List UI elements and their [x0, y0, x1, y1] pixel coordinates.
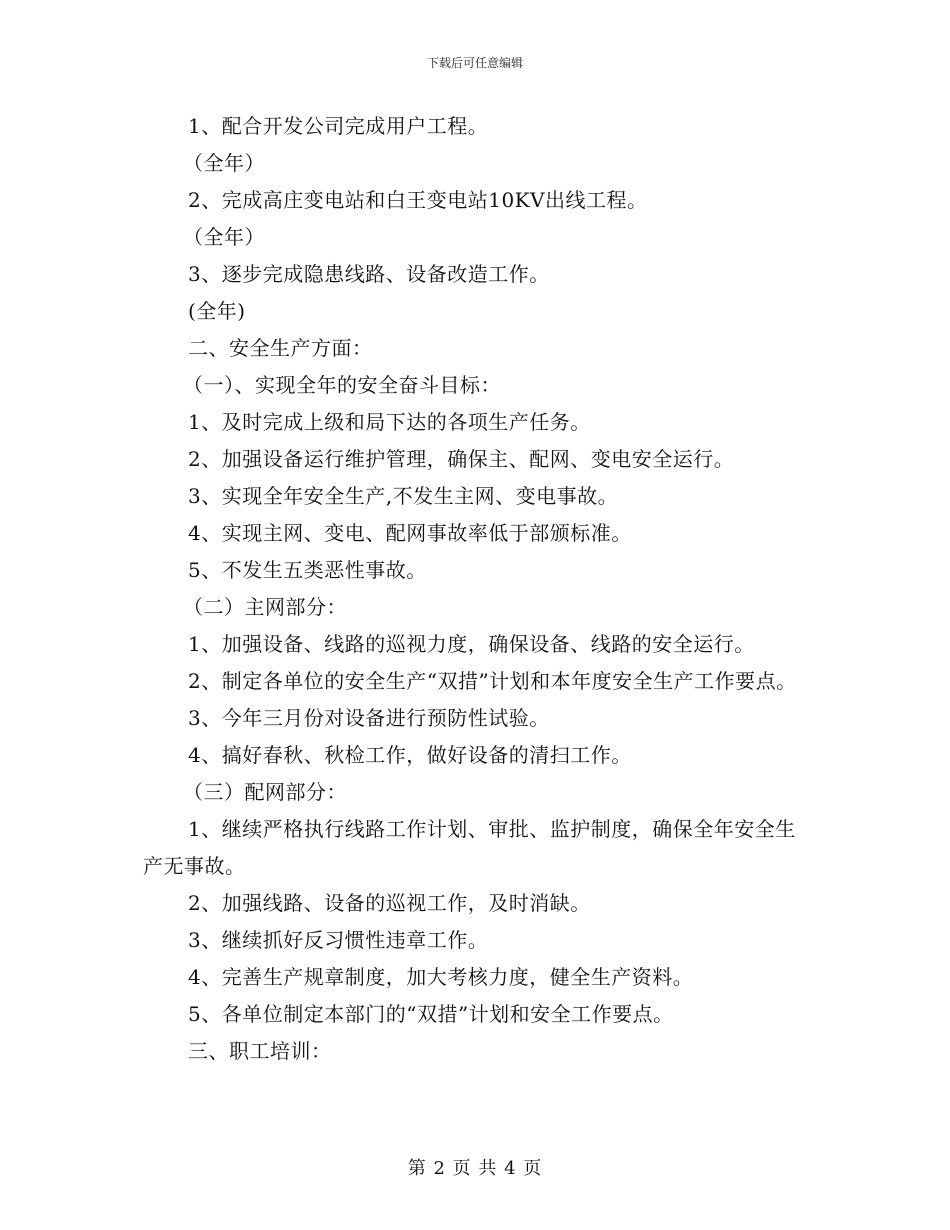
paragraph: 1、加强设备、线路的巡视力度，确保设备、线路的安全运行。 — [188, 632, 755, 656]
paragraph: 3、继续抓好反习惯性违章工作。 — [188, 928, 489, 952]
section-heading: 二、安全生产方面： — [188, 336, 373, 360]
subsection-heading: （一）、实现全年的安全奋斗目标： — [183, 373, 501, 397]
paragraph: 5、不发生五类恶性事故。 — [188, 558, 427, 582]
paragraph: 3、逐步完成隐患线路、设备改造工作。 — [188, 262, 550, 286]
paragraph: 3、今年三月份对设备进行预防性试验。 — [188, 706, 550, 730]
paragraph: 4、实现主网、变电、配网事故率低于部颁标准。 — [188, 521, 632, 545]
paragraph: 2、制定各单位的安全生产“双措”计划和本年度安全生产工作要点。 — [188, 669, 797, 693]
paragraph: 2、完成高庄变电站和白王变电站10KV出线工程。 — [188, 188, 648, 212]
paragraph: 4、搞好春秋、秋检工作，做好设备的清扫工作。 — [188, 743, 632, 767]
paragraph: （全年） — [183, 225, 265, 249]
paragraph: 1、及时完成上级和局下达的各项生产任务。 — [188, 410, 591, 434]
subsection-heading: （三）配网部分： — [183, 780, 347, 804]
page-number: 第 2 页 共 4 页 — [407, 1158, 543, 1179]
header-note: 下载后可任意编辑 — [426, 56, 523, 70]
paragraph: 2、加强线路、设备的巡视工作，及时消缺。 — [188, 891, 591, 915]
document-body — [143, 108, 813, 1070]
paragraph: 5、各单位制定本部门的“双措”计划和安全工作要点。 — [188, 1002, 674, 1026]
paragraph: 2、加强设备运行维护管理，确保主、配网、变电安全运行。 — [188, 447, 735, 471]
paragraph: (全年) — [188, 299, 246, 323]
subsection-heading: （二）主网部分： — [183, 595, 347, 619]
paragraph: 1、配合开发公司完成用户工程。 — [188, 114, 489, 138]
paragraph: （全年） — [183, 151, 265, 175]
paragraph: 1、继续严格执行线路工作计划、审批、监护制度，确保全年安全生产无事故。 — [143, 817, 796, 878]
paragraph: 4、完善生产规章制度，加大考核力度，健全生产资料。 — [188, 965, 694, 989]
paragraph: 3、实现全年安全生产,不发生主网、变电事故。 — [188, 484, 619, 508]
section-heading: 三、职工培训： — [188, 1039, 332, 1063]
